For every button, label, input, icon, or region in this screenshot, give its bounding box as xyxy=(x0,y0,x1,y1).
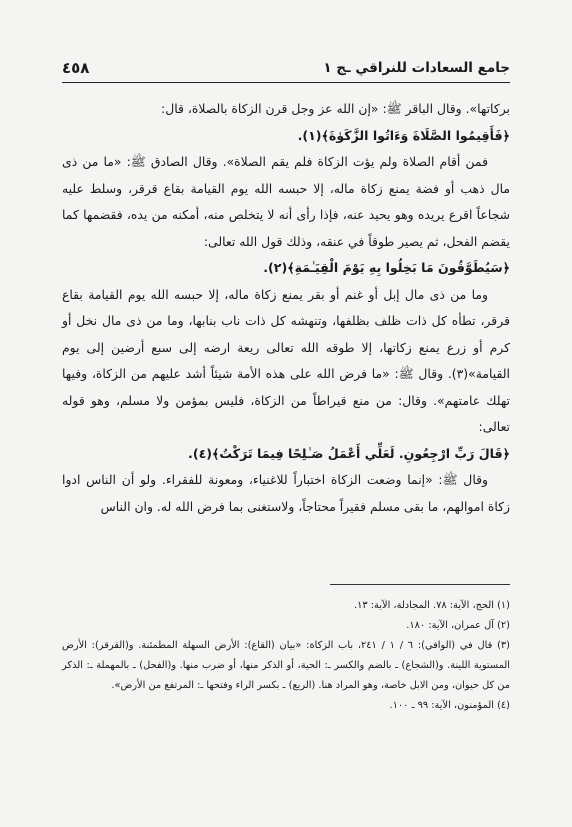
footnote-divider xyxy=(330,584,510,585)
footnote: (٣) قال في (الوافي): ٦ / ١ / ٢٤١، باب الزكاة: «بيان (القاع): الأرض السهلة المطمئنة. و(القرقر): الأرض المستوية اللينة. و(الشجاع) ـ بالضم والكسر ـ: الحية، أو الذكر منها، أو ضرب منها. و(الفحل) ـ بالمهملة ـ: الذكر من كل حيوان، ومن الابل خاصة، وهو المراد هنا. (الريع) ـ بكسر الراء وفتحها ـ: المرتفع من الأرض». xyxy=(62,640,510,691)
quran-verse: ﴿قَالَ رَبِّ ارْجِعُونِ. لَعَلِّي أَعْمَلُ صَـٰلِحًا فِيمَا تَرَكْتُ﴾(٤). xyxy=(188,445,510,461)
main-text xyxy=(62,96,510,520)
header-divider xyxy=(62,82,510,83)
page-number: ٤٥٨ xyxy=(62,59,90,77)
quran-verse: ﴿سَيُطَوَّقُونَ مَا بَخِلُوا بِهِ يَوْمَ الْقِيَـٰمَةِ﴾(٢). xyxy=(263,260,510,275)
page-header xyxy=(62,54,510,82)
quran-verse: ﴿فَأَقِيمُوا الصَّلَاةَ وَءَاتُوا الزَّكَوٰةَ﴾(١). xyxy=(297,127,510,143)
footnote: (٢) آل عمران، الآية: ١٨٠. xyxy=(406,620,510,631)
footnote: (٤) المؤمنون، الآية: ٩٩ ـ ١٠٠. xyxy=(389,700,510,711)
paragraph: فمن أقام الصلاة ولم يؤت الزكاة فلم يقم الصلاة». وقال الصادق ﷺ: «ما من ذى مال ذهب أو فضة يمنع زكاة ماله، إلا حبسه الله يوم القيامة بقاع قرقر، وسلط عليه شجاعاً اقرع يريده وهو يحيد عنه، فإذا رأى أنه لا يتخلص منه، أمكنه من يده، فقضمها كما يقضم الفحل، ثم يصير طوقاً في عنقه، وذلك قول الله تعالى: xyxy=(62,154,510,249)
paragraph: وقال ﷺ: «إنما وضعت الزكاة اختباراً للاغنياء، ومعونة للفقراء. ولو أن الناس ادوا زكاة اموالهم، ما بقى مسلم فقيراً محتاجاً، ولاستغنى بما فرض الله له. وان الناس xyxy=(62,472,510,514)
footnote: (١) الحج، الآية: ٧٨. المجادلة، الآية: ١٣. xyxy=(353,600,510,611)
footnotes xyxy=(62,596,510,716)
paragraph: وما من ذى مال إبل أو غنم أو بقر يمنع زكاة ماله، إلا حبسه الله يوم القيامة بقاع قرقر، تطأه كل ذات ظلف بظلفها، وتنهشه كل ذات ناب بنابها، وما من ذى مال نخل أو كرم أو زرع يمنع زكاتها، إلا طوقه الله تعالى ريعة ارضه إلى سبع أرضين إلى يوم القيامة»(٣). وقال ﷺ: «ما فرض الله على هذه الأمة شيئاً أشد عليهم من الزكاة، وفيها تهلك عامتهم». وقال: من منع قيراطاً من الزكاة، فليس بمؤمن ولا مسلم، وهو قوله تعالى: xyxy=(62,286,510,434)
book-title: جامع السعادات للنراقي ـج ١ xyxy=(323,60,510,76)
paragraph: بركاتها». وقال الباقر ﷺ: «إن الله عز وجل قرن الزكاة بالصلاة، قال: xyxy=(161,101,510,116)
